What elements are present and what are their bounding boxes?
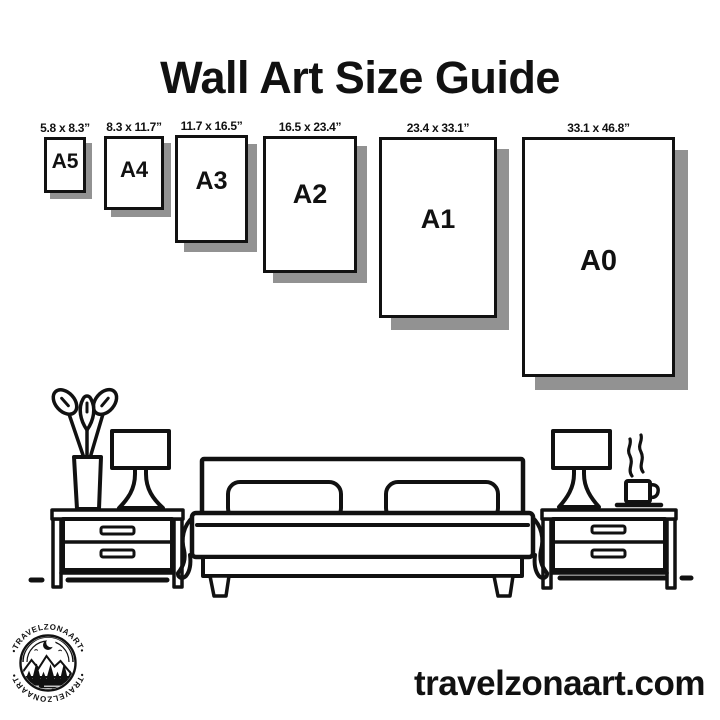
bedroom-illustration: [20, 380, 705, 602]
paper-a1: [379, 121, 497, 318]
size-dimensions-label: 8.3 x 11.7”: [106, 120, 162, 134]
logo-arc-text-top: •TRAVELZONAART•: [9, 622, 87, 654]
lamp-right-icon: [553, 431, 610, 507]
nightstand-left-icon: [52, 510, 183, 587]
bed-icon: [178, 459, 547, 596]
page-title: Wall Art Size Guide: [160, 52, 560, 104]
paper-a4: [104, 120, 164, 210]
size-code-label: A2: [292, 179, 328, 209]
size-code-label: A4: [119, 157, 149, 182]
paper-a5: [40, 121, 90, 193]
paper-a2: [263, 120, 357, 273]
size-code-label: A5: [51, 149, 79, 173]
size-code-label: A1: [420, 204, 456, 234]
size-dimensions-label: 11.7 x 16.5”: [180, 119, 243, 133]
paper-a3: [175, 119, 248, 243]
size-dimensions-label: 23.4 x 33.1”: [406, 121, 470, 135]
size-dimensions-label: 33.1 x 46.8”: [567, 121, 630, 135]
coffee-cup-icon: [617, 435, 661, 505]
logo-arc-text-bottom: •TRAVELZONAART•: [9, 672, 87, 704]
travelzonaart-logo: [5, 620, 91, 706]
paper-a0: [522, 121, 675, 377]
floor-line: [31, 578, 691, 580]
size-dimensions-label: 5.8 x 8.3”: [40, 121, 90, 135]
website-url: travelzonaart.com: [413, 664, 705, 703]
size-code-label: A3: [195, 166, 228, 195]
lamp-left-icon: [112, 431, 169, 508]
size-code-label: A0: [579, 244, 618, 277]
size-dimensions-label: 16.5 x 23.4”: [278, 120, 342, 134]
